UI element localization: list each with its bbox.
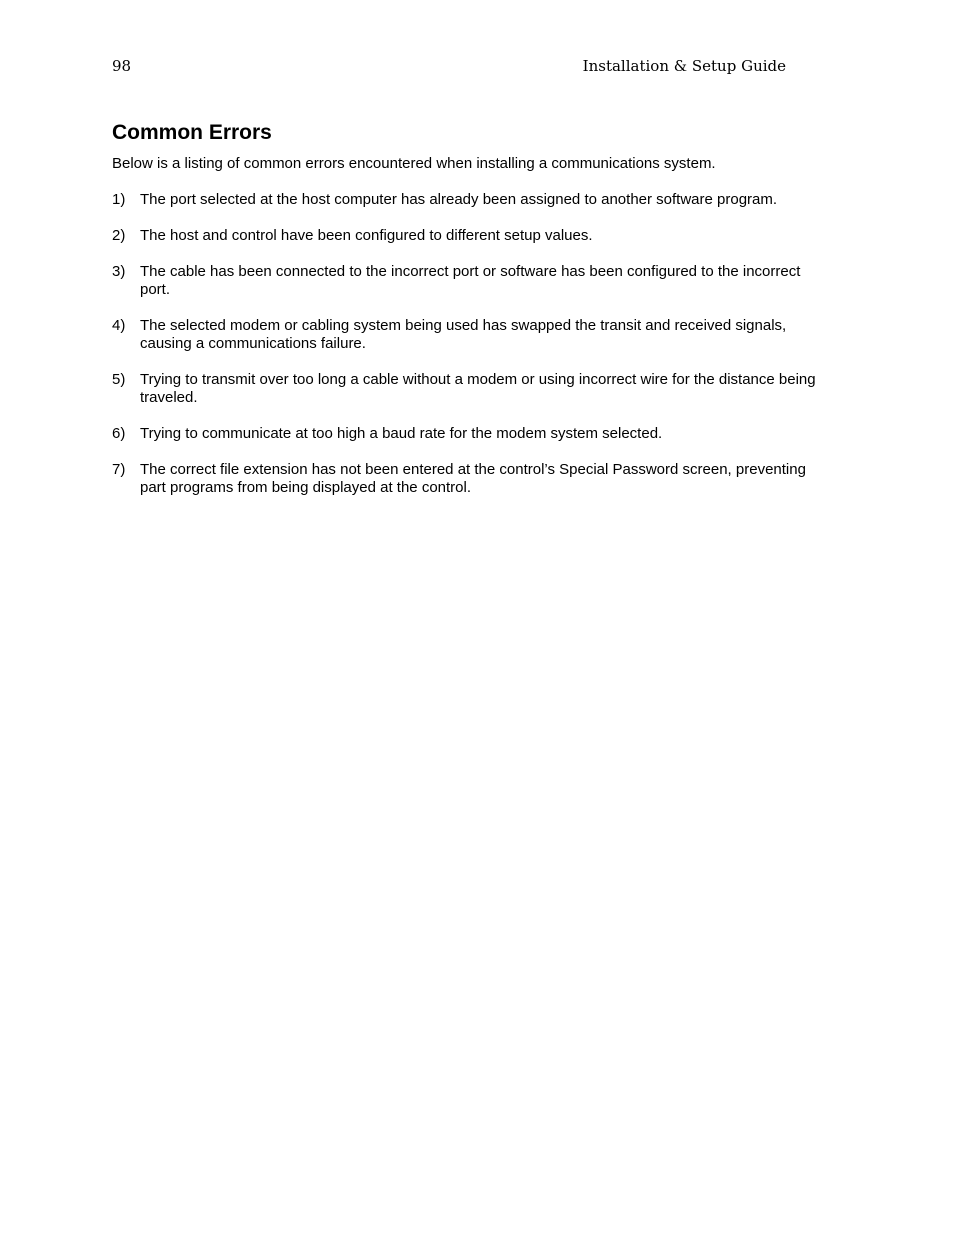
list-item bbox=[112, 227, 822, 245]
list-item-text: The correct file extension has not been entered at the control’s Special Password screen, preventing part programs from being displayed at the control. bbox=[140, 461, 806, 496]
list-item-text: Trying to communicate at too high a baud rate for the modem system selected. bbox=[140, 425, 663, 442]
list-item-number: 6) bbox=[112, 425, 126, 442]
list-item-number: 7) bbox=[112, 461, 126, 478]
section-intro: Below is a listing of common errors encountered when installing a communications system. bbox=[112, 155, 716, 172]
guide-title: Installation & Setup Guide bbox=[582, 57, 786, 75]
list-item-number: 3) bbox=[112, 263, 126, 280]
list-item-number: 4) bbox=[112, 317, 126, 334]
list-item bbox=[112, 461, 822, 497]
list-item-text: The selected modem or cabling system being used has swapped the transit and received signals, causing a communications failure. bbox=[140, 317, 787, 352]
list-item bbox=[112, 317, 822, 353]
list-item bbox=[112, 263, 822, 299]
list-item bbox=[112, 371, 822, 407]
page-number: 98 bbox=[112, 57, 132, 75]
list-item-number: 1) bbox=[112, 191, 126, 208]
page-content bbox=[112, 119, 822, 515]
list-item-text: The port selected at the host computer has already been assigned to another software program. bbox=[140, 191, 778, 208]
page-header bbox=[112, 56, 786, 76]
list-item bbox=[112, 425, 822, 443]
list-item-text: Trying to transmit over too long a cable without a modem or using incorrect wire for the distance being traveled. bbox=[140, 371, 816, 406]
list-item-text: The cable has been connected to the incorrect port or software has been configured to the incorrect port. bbox=[140, 263, 801, 298]
list-item-text: The host and control have been configured to different setup values. bbox=[140, 227, 593, 244]
section-title: Common Errors bbox=[112, 121, 272, 144]
error-list bbox=[112, 191, 822, 497]
list-item-number: 5) bbox=[112, 371, 126, 388]
list-item bbox=[112, 191, 822, 209]
list-item-number: 2) bbox=[112, 227, 126, 244]
